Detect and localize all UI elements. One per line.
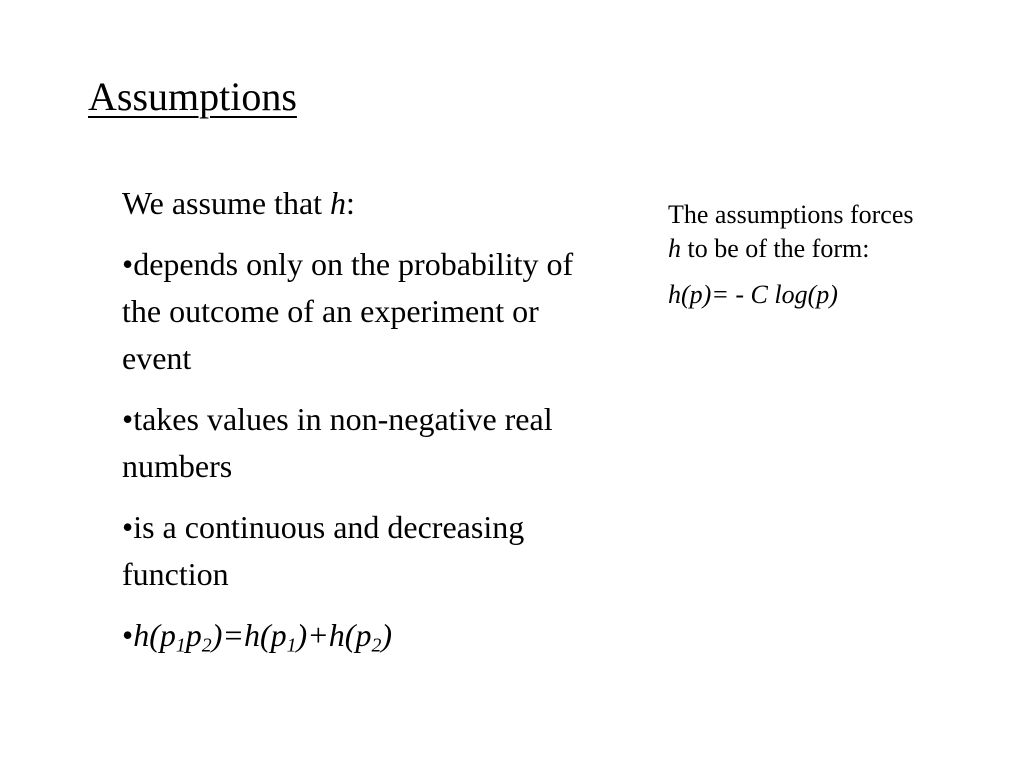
assumptions-list [122,180,602,673]
bullet-continuous-decreasing: •is a continuous and decreasing function [122,509,525,592]
intro-line: We assume that h: [122,185,355,221]
bullet-additivity-formula: $•h(p_1p_2)=h(p_1)+h(p_2)$ [122,617,393,657]
side-note-formula: h(p)= - C log(p) [668,280,838,309]
bullet-non-negative-values: •takes values in non-negative real numbers [122,401,553,484]
additivity-formula: $h(p_1p_2)=h(p_1)+h(p_2)$ [133,617,393,657]
side-note-text: The assumptions forces h to be of the form: [668,200,914,263]
slide-title: Assumptions [88,74,297,119]
bullet-depends-on-probability: •depends only on the probability of the outcome of an experiment or event [122,246,574,376]
side-note [668,198,918,324]
